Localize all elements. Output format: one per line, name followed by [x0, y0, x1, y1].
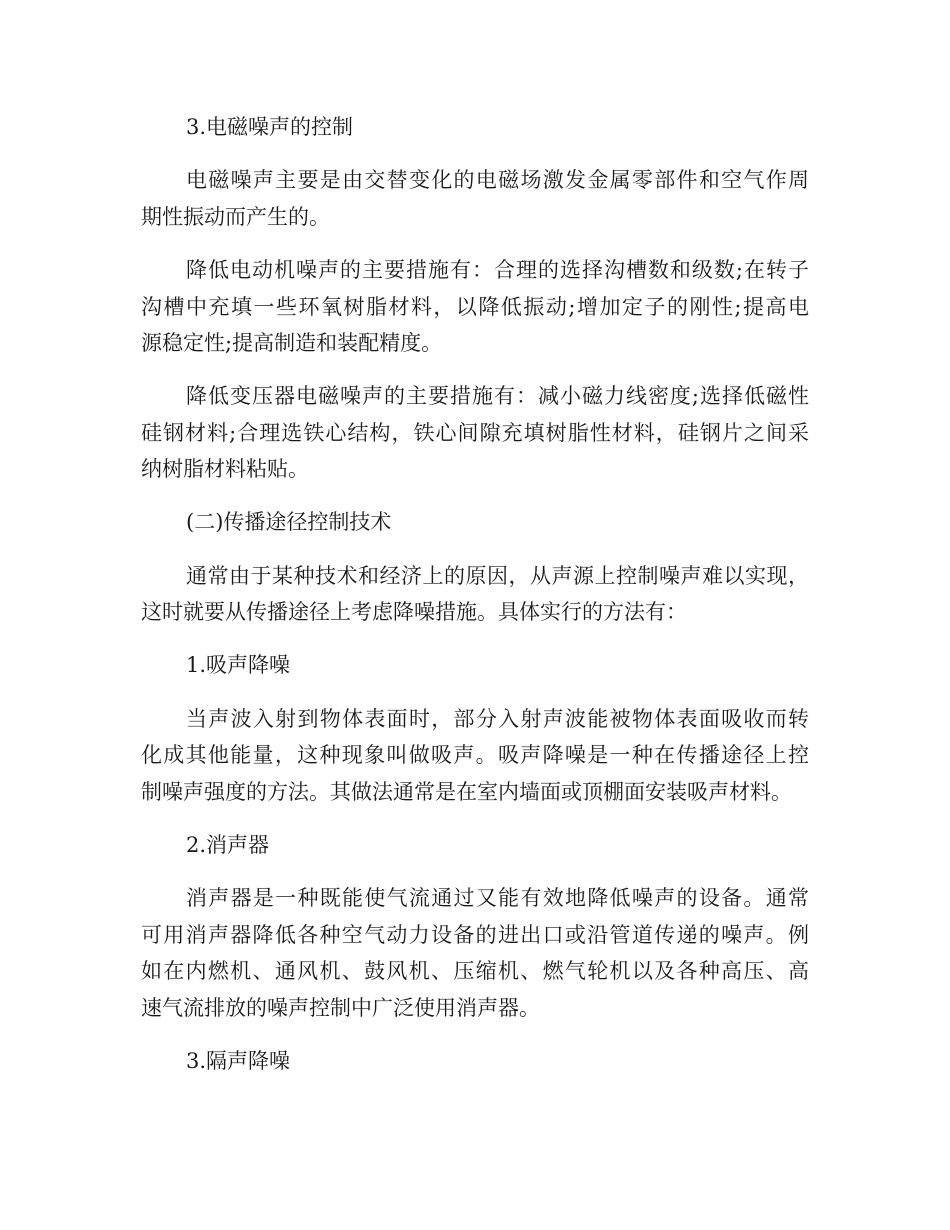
paragraph-3-line-1: 降低变压器电磁噪声的主要措施有：减小磁力线密度;选择低磁性 — [186, 384, 809, 408]
paragraph-1-line-1: 电磁噪声主要是由交替变化的电磁场激发金属零部件和空气作周 — [186, 168, 809, 192]
paragraph-4-line-1: 通常由于某种技术和经济上的原因，从声源上控制噪声难以实现， — [186, 564, 809, 588]
paragraph-3-line-3: 纳树脂材料粘贴。 — [141, 457, 309, 481]
heading-sound-insulation: 3.隔声降噪 — [186, 1049, 291, 1073]
section-heading-electromagnetic-noise: 3.电磁噪声的控制 — [186, 115, 354, 139]
paragraph-2-line-2: 沟槽中充填一些环氧树脂材料，以降低振动;增加定子的刚性;提高电 — [141, 295, 809, 319]
paragraph-1-line-2: 期性振动而产生的。 — [141, 205, 330, 229]
paragraph-5-line-1: 当声波入射到物体表面时，部分入射声波能被物体表面吸收而转 — [186, 707, 809, 731]
subsection-heading-propagation-control: (二)传播途径控制技术 — [186, 510, 392, 534]
paragraph-4-line-2: 这时就要从传播途径上考虑降噪措施。具体实行的方法有： — [141, 600, 687, 624]
paragraph-2-line-1: 降低电动机噪声的主要措施有：合理的选择沟槽数和级数;在转子 — [186, 258, 809, 282]
paragraph-2-line-3: 源稳定性;提高制造和装配精度。 — [141, 331, 443, 355]
paragraph-5-line-2: 化成其他能量，这种现象叫做吸声。吸声降噪是一种在传播途径上控 — [141, 743, 809, 767]
paragraph-6-line-4: 速气流排放的噪声控制中广泛使用消声器。 — [141, 996, 540, 1020]
paragraph-6-line-3: 如在内燃机、通风机、鼓风机、压缩机、燃气轮机以及各种高压、高 — [141, 959, 809, 983]
heading-sound-absorption: 1.吸声降噪 — [186, 653, 291, 677]
paragraph-6-line-1: 消声器是一种既能使气流通过又能有效地降低噪声的设备。通常 — [186, 886, 809, 910]
heading-muffler: 2.消声器 — [186, 833, 270, 857]
paragraph-5-line-3: 制噪声强度的方法。其做法通常是在室内墙面或顶棚面安装吸声材料。 — [141, 780, 792, 804]
paragraph-6-line-2: 可用消声器降低各种空气动力设备的进出口或沿管道传递的噪声。例 — [141, 923, 809, 947]
paragraph-3-line-2: 硅钢材料;合理选铁心结构，铁心间隙充填树脂性材料，硅钢片之间采 — [141, 421, 809, 445]
